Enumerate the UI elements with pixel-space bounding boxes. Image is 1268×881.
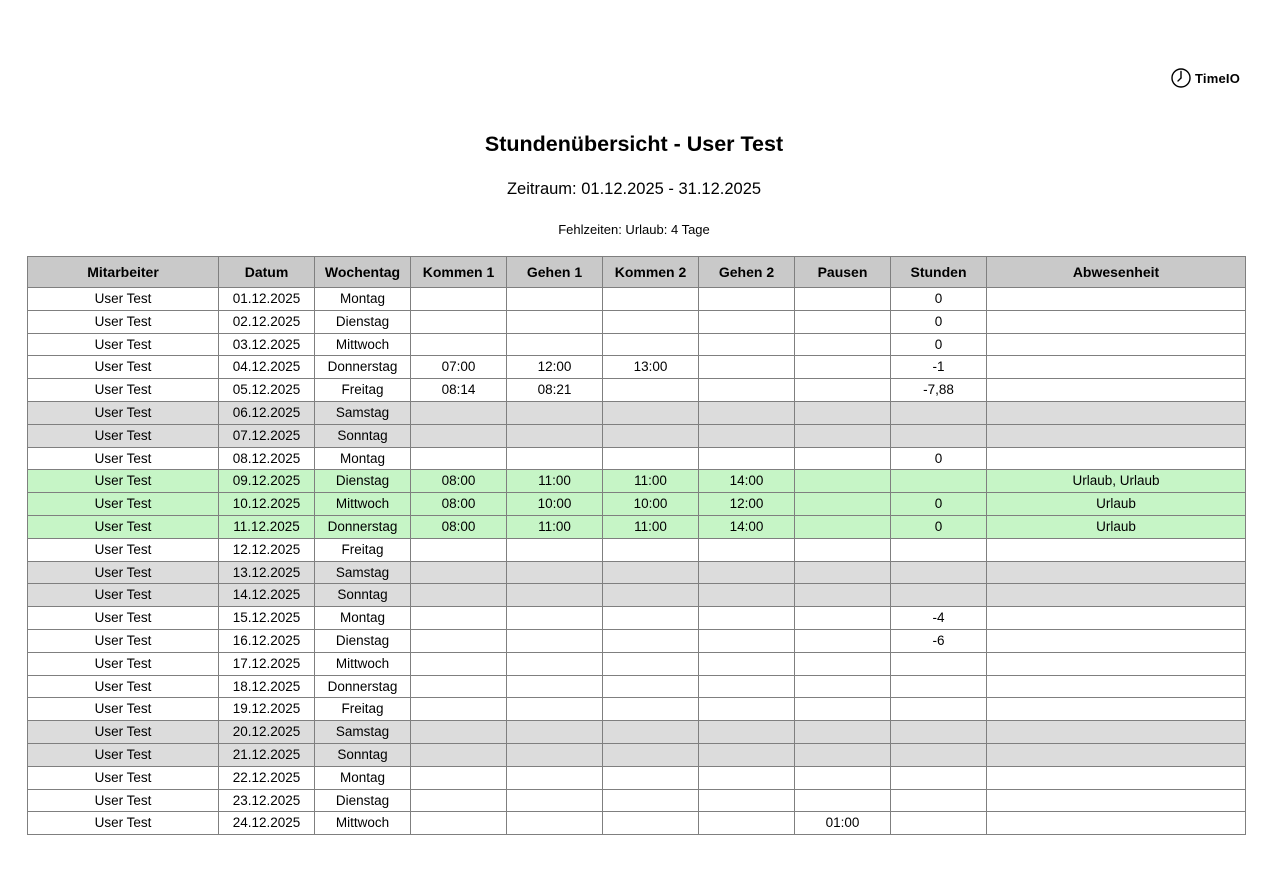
column-header-date: Datum xyxy=(219,257,315,288)
cell-date: 12.12.2025 xyxy=(219,538,315,561)
cell-in-2 xyxy=(603,424,699,447)
cell-hours xyxy=(891,561,987,584)
cell-employee: User Test xyxy=(28,789,219,812)
cell-in-1 xyxy=(411,447,507,470)
cell-date: 18.12.2025 xyxy=(219,675,315,698)
cell-in-1 xyxy=(411,310,507,333)
cell-weekday: Sonntag xyxy=(315,743,411,766)
cell-hours xyxy=(891,698,987,721)
cell-date: 17.12.2025 xyxy=(219,652,315,675)
cell-out-2: 14:00 xyxy=(699,470,795,493)
cell-date: 21.12.2025 xyxy=(219,743,315,766)
table-row xyxy=(28,561,1246,584)
cell-weekday: Freitag xyxy=(315,379,411,402)
cell-out-2 xyxy=(699,812,795,835)
cell-breaks xyxy=(795,607,891,630)
cell-absence xyxy=(987,379,1246,402)
cell-out-1: 12:00 xyxy=(507,356,603,379)
cell-out-1 xyxy=(507,310,603,333)
cell-weekday: Sonntag xyxy=(315,584,411,607)
cell-hours: 0 xyxy=(891,493,987,516)
cell-out-2 xyxy=(699,401,795,424)
cell-in-2: 13:00 xyxy=(603,356,699,379)
cell-breaks xyxy=(795,333,891,356)
cell-out-2 xyxy=(699,721,795,744)
cell-out-2 xyxy=(699,584,795,607)
cell-out-1 xyxy=(507,789,603,812)
cell-weekday: Samstag xyxy=(315,561,411,584)
cell-out-1 xyxy=(507,698,603,721)
cell-out-2 xyxy=(699,538,795,561)
cell-out-1 xyxy=(507,629,603,652)
cell-employee: User Test xyxy=(28,652,219,675)
cell-out-1 xyxy=(507,607,603,630)
cell-weekday: Donnerstag xyxy=(315,515,411,538)
cell-absence xyxy=(987,629,1246,652)
table-row xyxy=(28,812,1246,835)
cell-absence: Urlaub, Urlaub xyxy=(987,470,1246,493)
cell-in-1 xyxy=(411,789,507,812)
cell-weekday: Donnerstag xyxy=(315,356,411,379)
cell-in-2 xyxy=(603,333,699,356)
cell-weekday: Dienstag xyxy=(315,789,411,812)
cell-out-2: 12:00 xyxy=(699,493,795,516)
cell-in-2 xyxy=(603,401,699,424)
cell-in-2 xyxy=(603,607,699,630)
cell-weekday: Mittwoch xyxy=(315,493,411,516)
table-row xyxy=(28,379,1246,402)
cell-breaks xyxy=(795,401,891,424)
cell-hours: 0 xyxy=(891,515,987,538)
column-header-absence: Abwesenheit xyxy=(987,257,1246,288)
cell-weekday: Donnerstag xyxy=(315,675,411,698)
cell-employee: User Test xyxy=(28,447,219,470)
cell-breaks xyxy=(795,698,891,721)
cell-employee: User Test xyxy=(28,607,219,630)
cell-absence xyxy=(987,401,1246,424)
cell-in-2: 11:00 xyxy=(603,515,699,538)
cell-employee: User Test xyxy=(28,470,219,493)
cell-breaks xyxy=(795,629,891,652)
cell-employee: User Test xyxy=(28,766,219,789)
table-row xyxy=(28,401,1246,424)
column-header-out-2: Gehen 2 xyxy=(699,257,795,288)
cell-breaks xyxy=(795,379,891,402)
column-header-weekday: Wochentag xyxy=(315,257,411,288)
cell-out-2 xyxy=(699,675,795,698)
cell-in-1: 07:00 xyxy=(411,356,507,379)
cell-breaks xyxy=(795,470,891,493)
cell-employee: User Test xyxy=(28,675,219,698)
cell-weekday: Dienstag xyxy=(315,470,411,493)
cell-absence xyxy=(987,812,1246,835)
table-row xyxy=(28,356,1246,379)
cell-employee: User Test xyxy=(28,493,219,516)
cell-date: 11.12.2025 xyxy=(219,515,315,538)
cell-out-2: 14:00 xyxy=(699,515,795,538)
cell-in-1 xyxy=(411,607,507,630)
cell-absence xyxy=(987,743,1246,766)
cell-absence xyxy=(987,675,1246,698)
table-row xyxy=(28,515,1246,538)
cell-breaks xyxy=(795,424,891,447)
table-row xyxy=(28,447,1246,470)
cell-hours xyxy=(891,812,987,835)
cell-out-2 xyxy=(699,288,795,311)
cell-breaks xyxy=(795,515,891,538)
cell-breaks xyxy=(795,561,891,584)
table-row xyxy=(28,629,1246,652)
cell-employee: User Test xyxy=(28,812,219,835)
cell-in-1 xyxy=(411,766,507,789)
cell-absence xyxy=(987,424,1246,447)
cell-out-2 xyxy=(699,652,795,675)
cell-in-2 xyxy=(603,766,699,789)
clock-icon xyxy=(1170,67,1192,89)
cell-in-1: 08:00 xyxy=(411,493,507,516)
cell-absence xyxy=(987,584,1246,607)
cell-hours xyxy=(891,721,987,744)
cell-date: 04.12.2025 xyxy=(219,356,315,379)
cell-breaks xyxy=(795,447,891,470)
cell-in-1 xyxy=(411,652,507,675)
cell-hours: 0 xyxy=(891,310,987,333)
cell-hours xyxy=(891,675,987,698)
cell-in-2 xyxy=(603,629,699,652)
cell-absence xyxy=(987,333,1246,356)
cell-in-1: 08:14 xyxy=(411,379,507,402)
cell-employee: User Test xyxy=(28,629,219,652)
cell-employee: User Test xyxy=(28,333,219,356)
table-row xyxy=(28,698,1246,721)
cell-out-1 xyxy=(507,584,603,607)
cell-in-1 xyxy=(411,812,507,835)
cell-in-1 xyxy=(411,698,507,721)
table-row xyxy=(28,789,1246,812)
cell-out-1: 11:00 xyxy=(507,515,603,538)
cell-in-1 xyxy=(411,721,507,744)
table-row xyxy=(28,721,1246,744)
cell-employee: User Test xyxy=(28,721,219,744)
brand-name: TimeIO xyxy=(1195,70,1241,86)
report-period: Zeitraum: 01.12.2025 - 31.12.2025 xyxy=(506,180,762,198)
column-header-hours: Stunden xyxy=(891,257,987,288)
cell-out-2 xyxy=(699,447,795,470)
cell-out-1 xyxy=(507,538,603,561)
cell-breaks xyxy=(795,721,891,744)
cell-hours: 0 xyxy=(891,333,987,356)
cell-out-1 xyxy=(507,401,603,424)
cell-employee: User Test xyxy=(28,538,219,561)
cell-out-1 xyxy=(507,561,603,584)
cell-weekday: Freitag xyxy=(315,698,411,721)
cell-out-2 xyxy=(699,424,795,447)
cell-out-1: 11:00 xyxy=(507,470,603,493)
cell-in-1 xyxy=(411,288,507,311)
cell-hours xyxy=(891,470,987,493)
cell-in-2 xyxy=(603,721,699,744)
cell-employee: User Test xyxy=(28,743,219,766)
cell-breaks xyxy=(795,766,891,789)
cell-absence xyxy=(987,652,1246,675)
cell-out-2 xyxy=(699,561,795,584)
cell-weekday: Mittwoch xyxy=(315,333,411,356)
cell-in-2 xyxy=(603,584,699,607)
cell-date: 07.12.2025 xyxy=(219,424,315,447)
brand-logo xyxy=(1170,67,1240,89)
report-title: Stundenübersicht - User Test xyxy=(484,132,784,156)
table-row xyxy=(28,333,1246,356)
cell-out-2 xyxy=(699,356,795,379)
cell-in-1 xyxy=(411,675,507,698)
cell-in-1 xyxy=(411,629,507,652)
cell-out-1 xyxy=(507,721,603,744)
cell-weekday: Montag xyxy=(315,447,411,470)
cell-hours xyxy=(891,424,987,447)
cell-out-1 xyxy=(507,766,603,789)
table-row xyxy=(28,538,1246,561)
cell-out-1 xyxy=(507,288,603,311)
cell-weekday: Samstag xyxy=(315,721,411,744)
cell-out-1: 08:21 xyxy=(507,379,603,402)
cell-out-2 xyxy=(699,607,795,630)
cell-date: 10.12.2025 xyxy=(219,493,315,516)
cell-employee: User Test xyxy=(28,424,219,447)
cell-breaks: 01:00 xyxy=(795,812,891,835)
cell-date: 05.12.2025 xyxy=(219,379,315,402)
cell-absence xyxy=(987,310,1246,333)
cell-breaks xyxy=(795,538,891,561)
cell-breaks xyxy=(795,789,891,812)
column-header-in-2: Kommen 2 xyxy=(603,257,699,288)
column-header-out-1: Gehen 1 xyxy=(507,257,603,288)
cell-absence xyxy=(987,538,1246,561)
cell-absence: Urlaub xyxy=(987,515,1246,538)
cell-weekday: Freitag xyxy=(315,538,411,561)
cell-weekday: Mittwoch xyxy=(315,812,411,835)
table-row xyxy=(28,470,1246,493)
table-row xyxy=(28,766,1246,789)
cell-hours: -1 xyxy=(891,356,987,379)
cell-in-1: 08:00 xyxy=(411,470,507,493)
cell-date: 03.12.2025 xyxy=(219,333,315,356)
cell-hours xyxy=(891,789,987,812)
cell-date: 02.12.2025 xyxy=(219,310,315,333)
cell-out-2 xyxy=(699,789,795,812)
cell-absence xyxy=(987,698,1246,721)
cell-weekday: Samstag xyxy=(315,401,411,424)
cell-absence xyxy=(987,447,1246,470)
cell-in-1 xyxy=(411,561,507,584)
column-header-in-1: Kommen 1 xyxy=(411,257,507,288)
cell-in-2 xyxy=(603,743,699,766)
cell-in-2 xyxy=(603,379,699,402)
cell-out-1: 10:00 xyxy=(507,493,603,516)
cell-in-1 xyxy=(411,743,507,766)
table-row xyxy=(28,584,1246,607)
cell-breaks xyxy=(795,743,891,766)
cell-hours xyxy=(891,584,987,607)
table-header-row xyxy=(28,257,1246,288)
cell-employee: User Test xyxy=(28,584,219,607)
table-row xyxy=(28,288,1246,311)
cell-out-1 xyxy=(507,652,603,675)
cell-in-1 xyxy=(411,333,507,356)
cell-out-1 xyxy=(507,424,603,447)
cell-out-1 xyxy=(507,333,603,356)
cell-breaks xyxy=(795,652,891,675)
cell-weekday: Dienstag xyxy=(315,310,411,333)
cell-date: 01.12.2025 xyxy=(219,288,315,311)
table-row xyxy=(28,310,1246,333)
cell-absence xyxy=(987,561,1246,584)
cell-employee: User Test xyxy=(28,310,219,333)
hours-table xyxy=(27,256,1246,835)
cell-in-1 xyxy=(411,424,507,447)
cell-absence xyxy=(987,356,1246,379)
cell-in-2 xyxy=(603,538,699,561)
cell-employee: User Test xyxy=(28,561,219,584)
cell-out-1 xyxy=(507,743,603,766)
cell-in-2 xyxy=(603,310,699,333)
cell-date: 20.12.2025 xyxy=(219,721,315,744)
cell-absence xyxy=(987,721,1246,744)
cell-weekday: Mittwoch xyxy=(315,652,411,675)
cell-date: 24.12.2025 xyxy=(219,812,315,835)
cell-weekday: Montag xyxy=(315,288,411,311)
cell-breaks xyxy=(795,493,891,516)
cell-employee: User Test xyxy=(28,698,219,721)
cell-breaks xyxy=(795,584,891,607)
cell-employee: User Test xyxy=(28,288,219,311)
cell-hours xyxy=(891,401,987,424)
cell-hours: 0 xyxy=(891,288,987,311)
cell-out-2 xyxy=(699,310,795,333)
cell-hours xyxy=(891,743,987,766)
cell-in-2 xyxy=(603,447,699,470)
cell-out-1 xyxy=(507,812,603,835)
cell-absence xyxy=(987,607,1246,630)
cell-breaks xyxy=(795,675,891,698)
cell-hours xyxy=(891,652,987,675)
cell-in-2 xyxy=(603,698,699,721)
cell-employee: User Test xyxy=(28,401,219,424)
table-row xyxy=(28,675,1246,698)
cell-employee: User Test xyxy=(28,356,219,379)
cell-employee: User Test xyxy=(28,379,219,402)
cell-weekday: Montag xyxy=(315,766,411,789)
cell-in-2: 11:00 xyxy=(603,470,699,493)
cell-date: 06.12.2025 xyxy=(219,401,315,424)
cell-in-2 xyxy=(603,288,699,311)
cell-in-1 xyxy=(411,584,507,607)
table-row xyxy=(28,607,1246,630)
cell-breaks xyxy=(795,288,891,311)
cell-hours: -7,88 xyxy=(891,379,987,402)
hours-table-container xyxy=(27,256,1245,835)
cell-hours: 0 xyxy=(891,447,987,470)
cell-weekday: Sonntag xyxy=(315,424,411,447)
table-row xyxy=(28,652,1246,675)
cell-in-2 xyxy=(603,652,699,675)
cell-in-2 xyxy=(603,561,699,584)
table-row xyxy=(28,493,1246,516)
cell-date: 19.12.2025 xyxy=(219,698,315,721)
cell-date: 22.12.2025 xyxy=(219,766,315,789)
cell-out-1 xyxy=(507,447,603,470)
cell-absence xyxy=(987,766,1246,789)
cell-date: 08.12.2025 xyxy=(219,447,315,470)
cell-weekday: Dienstag xyxy=(315,629,411,652)
cell-breaks xyxy=(795,356,891,379)
cell-date: 14.12.2025 xyxy=(219,584,315,607)
cell-hours: -6 xyxy=(891,629,987,652)
column-header-breaks: Pausen xyxy=(795,257,891,288)
cell-in-2 xyxy=(603,812,699,835)
table-row xyxy=(28,743,1246,766)
cell-in-1 xyxy=(411,538,507,561)
cell-out-2 xyxy=(699,766,795,789)
cell-hours xyxy=(891,538,987,561)
table-row xyxy=(28,424,1246,447)
cell-out-2 xyxy=(699,333,795,356)
cell-absence: Urlaub xyxy=(987,493,1246,516)
cell-out-1 xyxy=(507,675,603,698)
cell-out-2 xyxy=(699,743,795,766)
cell-absence xyxy=(987,789,1246,812)
cell-out-2 xyxy=(699,698,795,721)
cell-out-2 xyxy=(699,379,795,402)
cell-date: 23.12.2025 xyxy=(219,789,315,812)
cell-weekday: Montag xyxy=(315,607,411,630)
cell-absence xyxy=(987,288,1246,311)
cell-date: 15.12.2025 xyxy=(219,607,315,630)
cell-in-2: 10:00 xyxy=(603,493,699,516)
cell-employee: User Test xyxy=(28,515,219,538)
cell-in-1: 08:00 xyxy=(411,515,507,538)
cell-date: 13.12.2025 xyxy=(219,561,315,584)
cell-in-2 xyxy=(603,789,699,812)
cell-out-2 xyxy=(699,629,795,652)
cell-date: 16.12.2025 xyxy=(219,629,315,652)
cell-hours: -4 xyxy=(891,607,987,630)
cell-hours xyxy=(891,766,987,789)
absence-summary: Fehlzeiten: Urlaub: 4 Tage xyxy=(558,222,710,237)
cell-date: 09.12.2025 xyxy=(219,470,315,493)
cell-in-1 xyxy=(411,401,507,424)
table-body xyxy=(28,288,1246,835)
cell-breaks xyxy=(795,310,891,333)
cell-in-2 xyxy=(603,675,699,698)
column-header-employee: Mitarbeiter xyxy=(28,257,219,288)
